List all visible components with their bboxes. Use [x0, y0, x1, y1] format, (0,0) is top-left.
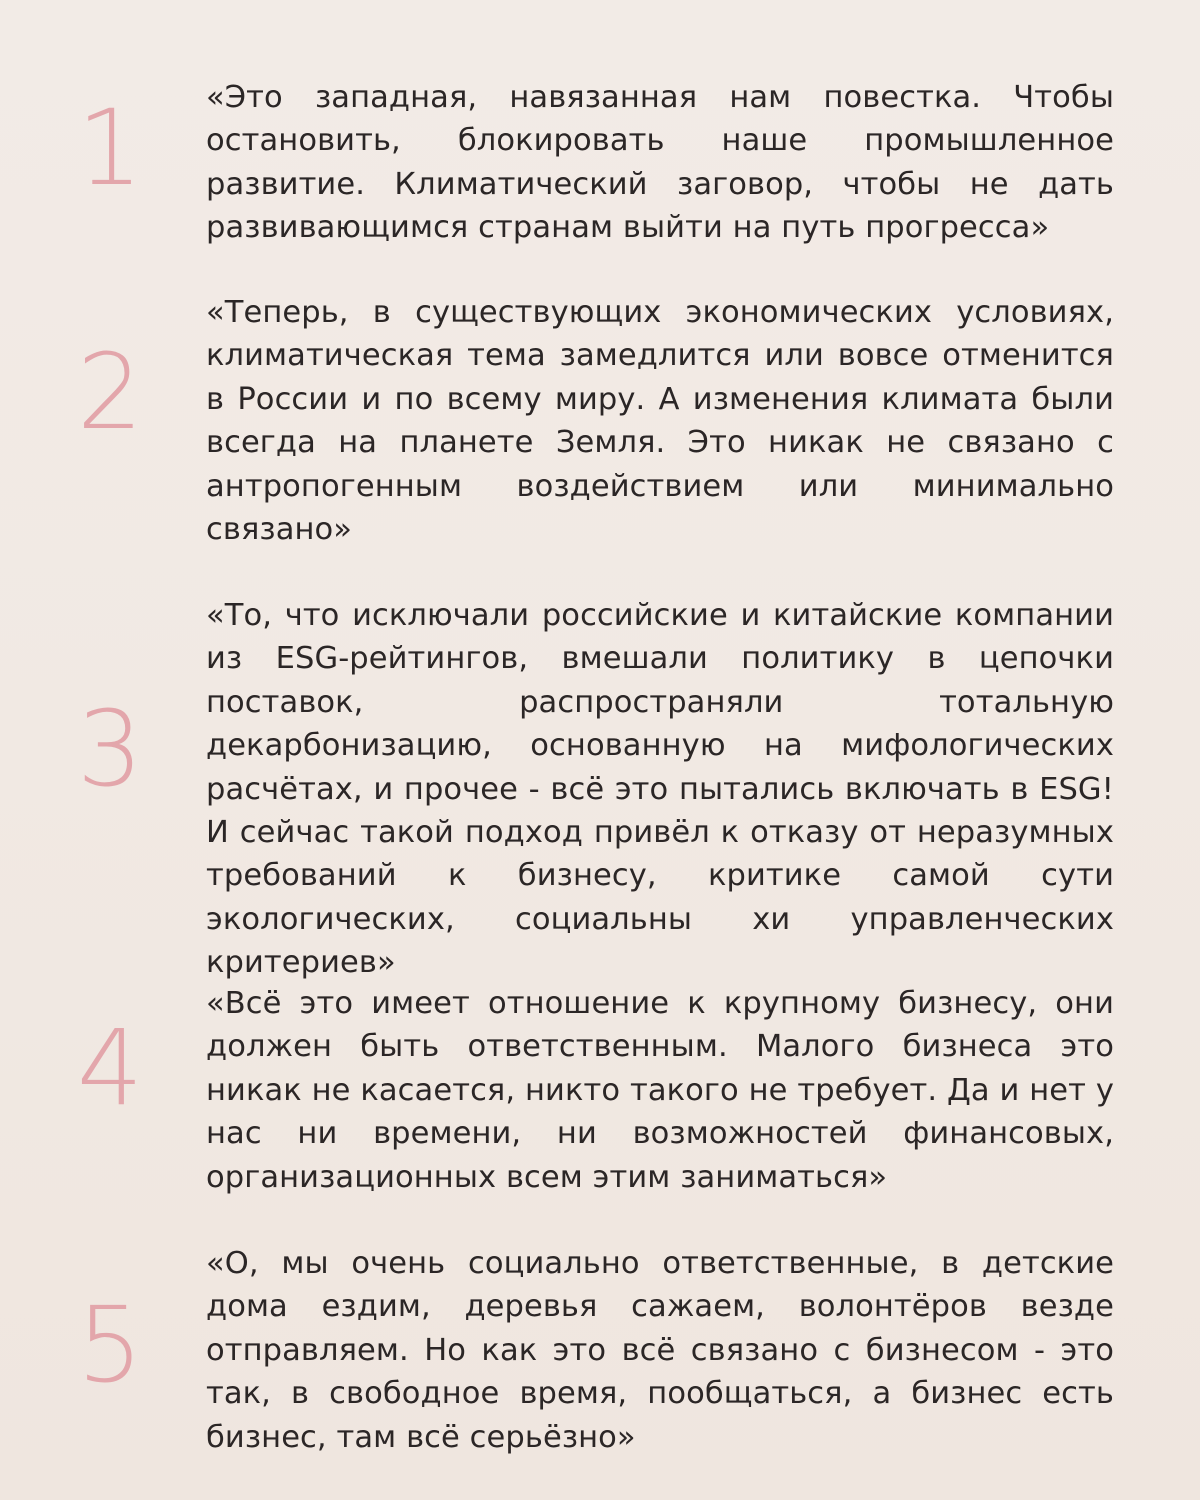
quote-text: «О, мы очень социально ответственные, в детские дома ездим, деревья сажаем, волонтёров везде отправляем. Но как это всё связано с бизнесом - это так, в свободное время, пообщаться, а бизнес есть бизнес, там всё серьёзно» [206, 1246, 1114, 1455]
quote-number: 2 [76, 331, 144, 453]
quote-number: 1 [76, 87, 144, 209]
quote-number: 4 [76, 1007, 144, 1129]
quote-number: 5 [76, 1284, 144, 1406]
quote-text: «Это западная, навязанная нам повестка. Чтобы остановить, блокировать наше промышленное развитие. Климатический заговор, чтобы не дать развивающимся странам выйти на путь прогресса» [206, 80, 1114, 246]
quote-number: 3 [76, 688, 144, 810]
quote-text: «То, что исключали российские и китайские компании из ESG-рейтингов, вмешали политику в цепочки поставок, распространяли тотальную декарбонизацию, основанную на мифологических расчётах, и прочее - всё это пытались включать в ESG! И сейчас такой подход привёл к отказу от неразумных требований к бизнесу, критике самой сути экологических, социальны хи управленческих критериев» [206, 598, 1114, 981]
quote-text: «Теперь, в существующих экономических условиях, климатическая тема замедлится или вовсе отменится в России и по всему миру. А изменения климата были всегда на планете Земля. Это никак не связано с антропогенным воздействием или минимально связано» [206, 295, 1114, 548]
quote-text: «Всё это имеет отношение к крупному бизнесу, они должен быть ответственным. Малого бизнеса это никак не касается, никто такого не требует. Да и нет у нас ни времени, ни возможностей финансовых, организационных всем этим заниматься» [206, 986, 1114, 1195]
